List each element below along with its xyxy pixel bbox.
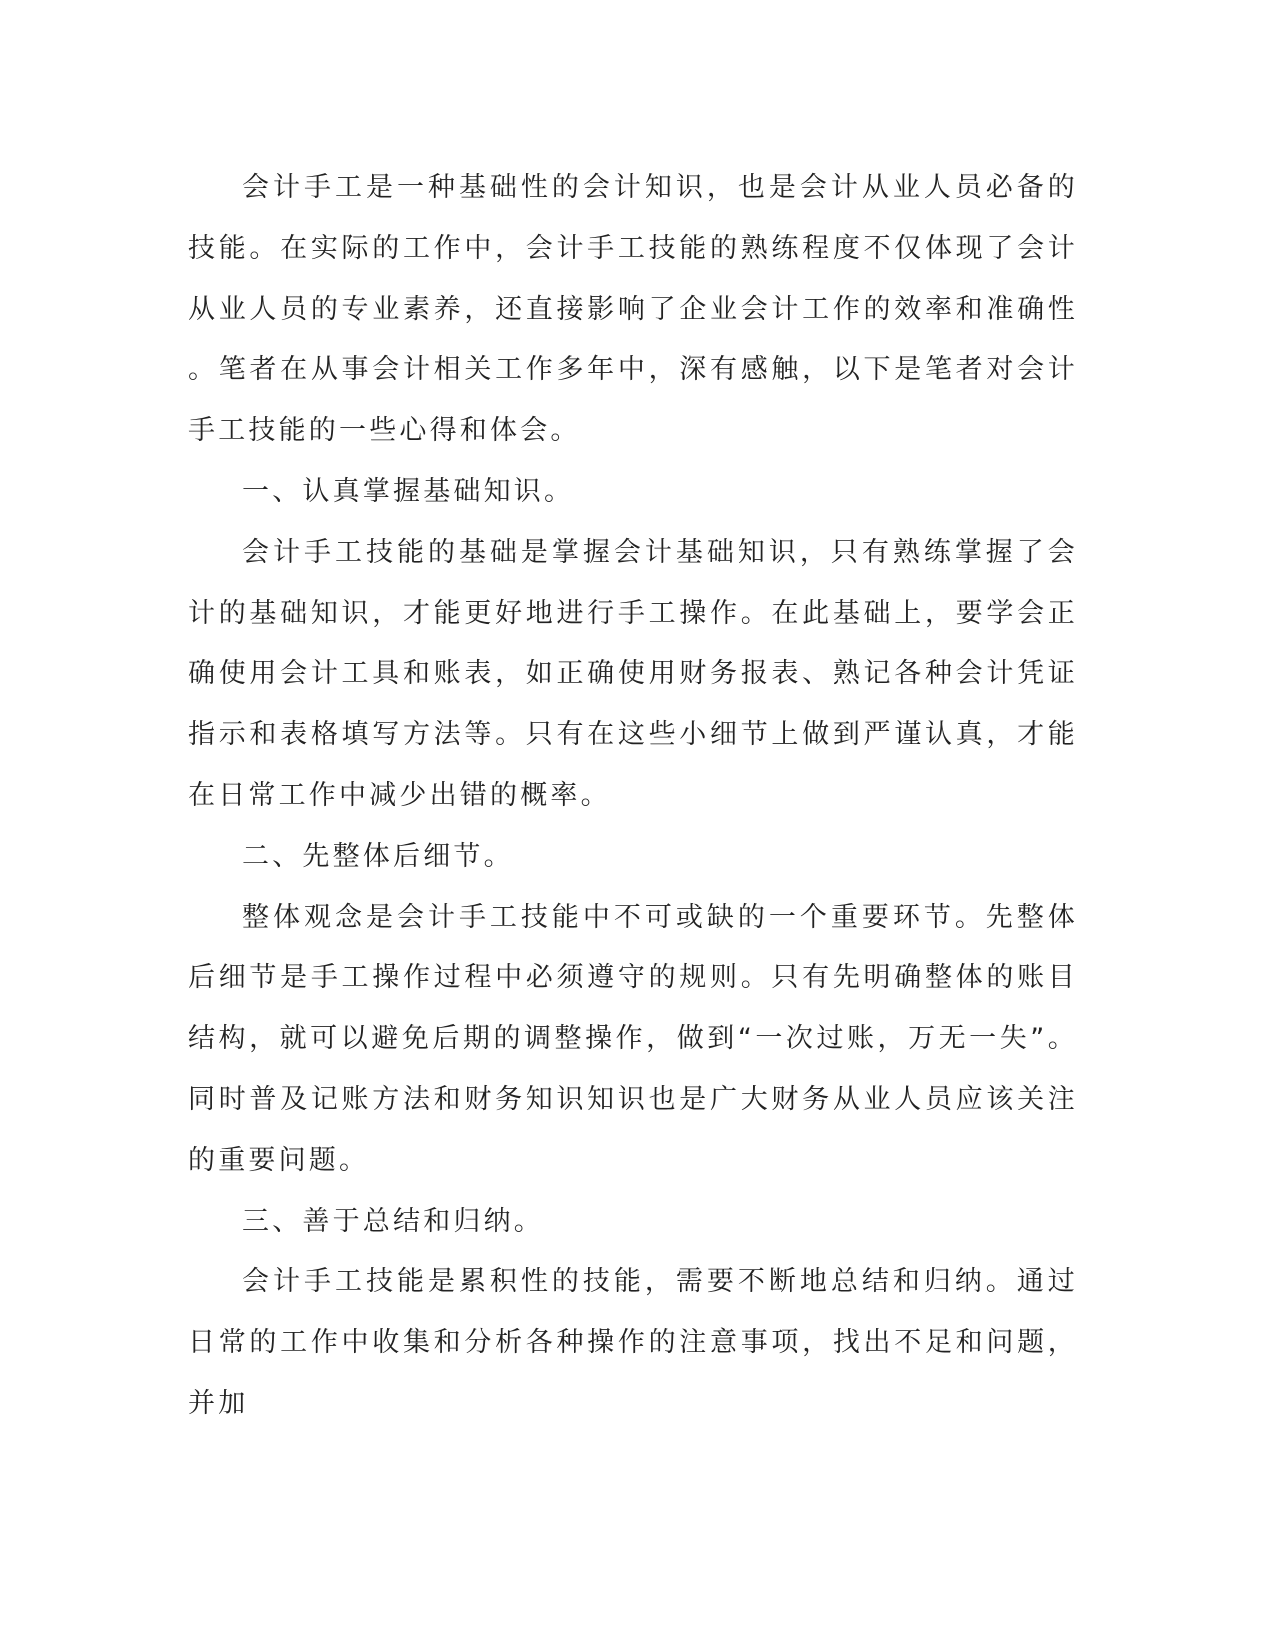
section-2-paragraph: 整体观念是会计手工技能中不可或缺的一个重要环节。先整体后细节是手工操作过程中必须遵守的规则。只有先明确整体的账目结构，就可以避免后期的调整操作，做到“一次过账，万无一失”。同时普及记账方法和财务知识知识也是广大财务从业人员应该关注的重要问题。 — [188, 901, 1078, 1176]
section-heading-1: 一、认真掌握基础知识。 — [242, 475, 575, 507]
section-heading-2: 二、先整体后细节。 — [242, 840, 514, 872]
document-body — [188, 158, 1078, 1435]
section-1-paragraph: 会计手工技能的基础是掌握会计基础知识，只有熟练掌握了会计的基础知识，才能更好地进行手工操作。在此基础上，要学会正确使用会计工具和账表，如正确使用财务报表、熟记各种会计凭证指示和表格填写方法等。只有在这些小细节上做到严谨认真，才能在日常工作中减少出错的概率。 — [188, 536, 1078, 811]
intro-paragraph: 会计手工是一种基础性的会计知识，也是会计从业人员必备的技能。在实际的工作中，会计手工技能的熟练程度不仅体现了会计从业人员的专业素养，还直接影响了企业会计工作的效率和准确性。笔者在从事会计相关工作多年中，深有感触，以下是笔者对会计手工技能的一些心得和体会。 — [188, 172, 1078, 447]
section-3-paragraph: 会计手工技能是累积性的技能，需要不断地总结和归纳。通过日常的工作中收集和分析各种操作的注意事项，找出不足和问题，并加 — [188, 1266, 1078, 1419]
section-heading-3: 三、善于总结和归纳。 — [242, 1205, 544, 1237]
